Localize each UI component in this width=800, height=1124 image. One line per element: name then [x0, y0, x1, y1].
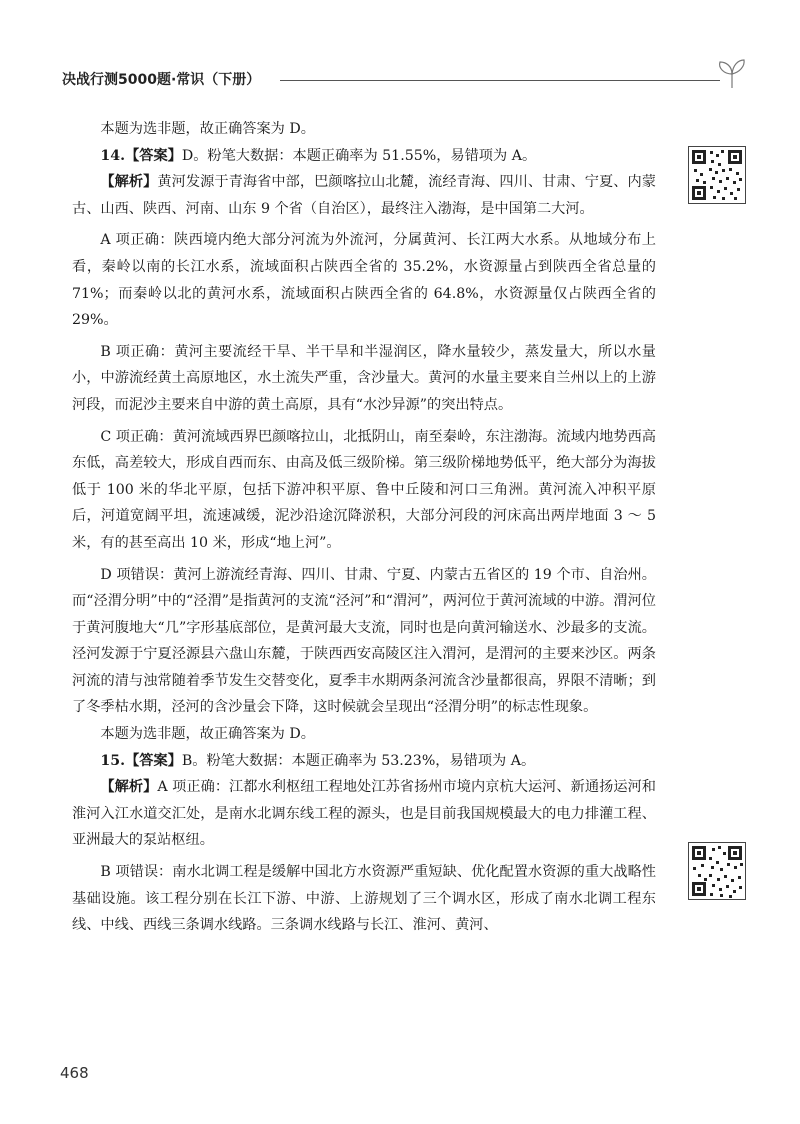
qr-code-q15[interactable]	[688, 842, 746, 900]
option-b-q15: B 项错误：南水北调工程是缓解中国北方水资源严重短缺、优化配置水资源的重大战略性基础设施。该工程分别在长江下游、中游、上游规划了三个调水区，形成了南水北调工程东线、中线、西线三条调水线路。三条调水线路与长江、淮河、黄河、	[72, 864, 656, 934]
conclusion-q13: 本题为选非题，故正确答案为 D。	[100, 121, 315, 137]
analysis-tag: 【解析】	[100, 779, 158, 796]
option-a-q14: A 项正确：陕西境内绝大部分河流为外流河，分属黄河、长江两大水系。从地域分布上看，秦岭以南的长江水系，流域面积占陕西全省的 35.2%，水资源量占到陕西全省总量的 71%；而秦岭以北的黄河水系，流域面积占陕西全省的 64.8%，水资源量仅占陕西全省的 29%。	[72, 232, 656, 329]
answer-tag: 14.【答案】	[100, 147, 182, 164]
page-number: 468	[60, 1064, 89, 1082]
book-title: 决战行测5000题·常识（下册）	[62, 72, 261, 88]
analysis-q14: 【解析】黄河发源于青海省中部，巴颜喀拉山北麓，流经青海、四川、甘肃、宁夏、内蒙古、山西、陕西、河南、山东 9 个省（自治区），最终注入渤海，是中国第二大河。	[72, 174, 656, 217]
analysis-q15: 【解析】A 项正确：江都水利枢纽工程地处江苏省扬州市境内京杭大运河、新通扬运河和淮河入江水道交汇处，是南水北调东线工程的源头，也是目前我国规模最大的电力排灌工程、亚洲最大的泵站枢纽。	[72, 779, 656, 849]
qr-code-icon	[689, 843, 745, 899]
answer-q14: 14.【答案】D。粉笔大数据：本题正确率为 51.55%，易错项为 A。	[100, 147, 537, 164]
answer-explanations	[72, 116, 656, 944]
header-rule	[280, 80, 720, 81]
option-c-q14: C 项正确：黄河流域西界巴颜喀拉山，北抵阴山，南至秦岭，东注渤海。流域内地势西高东低，高差较大，形成自西而东、由高及低三级阶梯。第三级阶梯地势低平，绝大部分为海拔低于 100 米的华北平原，包括下游冲积平原、鲁中丘陵和河口三角洲。黄河流入冲积平原后，河道宽阔平坦，流速减缓，泥沙沿途沉降淤积，大部分河段的河床高出两岸地面 3 ～ 5 米，有的甚至高出 10 米，形成“地上河”。	[72, 428, 656, 551]
sprout-icon	[712, 58, 752, 90]
running-header	[62, 58, 752, 98]
option-b-q14: B 项正确：黄河主要流经干旱、半干旱和半湿润区，降水量较少，蒸发量大，所以水量小，中游流经黄土高原地区，水土流失严重，含沙量大。黄河的水量主要来自兰州以上的上游河段，而泥沙主要来自中游的黄土高原，具有“水沙异源”的突出特点。	[72, 343, 656, 413]
answer-tag: 15.【答案】	[100, 752, 182, 769]
conclusion-q14: 本题为选非题，故正确答案为 D。	[100, 726, 315, 743]
qr-code-q14[interactable]	[688, 146, 746, 204]
analysis-tag: 【解析】	[100, 174, 158, 191]
qr-code-icon	[689, 147, 745, 203]
answer-q15: 15.【答案】B。粉笔大数据：本题正确率为 53.23%，易错项为 A。	[100, 752, 536, 769]
option-d-q14: D 项错误：黄河上游流经青海、四川、甘肃、宁夏、内蒙古五省区的 19 个市、自治州。而“泾渭分明”中的“泾渭”是指黄河的支流“泾河”和“渭河”，两河位于黄河流域的中游。渭河位于黄河腹地大“几”字形基底部位，是黄河最大支流，同时也是向黄河输送水、沙最多的支流。泾河发源于宁夏泾源县六盘山东麓，于陕西西安高陵区注入渭河，是渭河的主要来沙区。两条河流的清与浊常随着季节发生交替变化，夏季丰水期两条河流含沙量都很高，界限不清晰；到了冬季枯水期，泾河的含沙量会下降，这时候就会呈现出“泾渭分明”的标志性现象。	[72, 566, 656, 716]
